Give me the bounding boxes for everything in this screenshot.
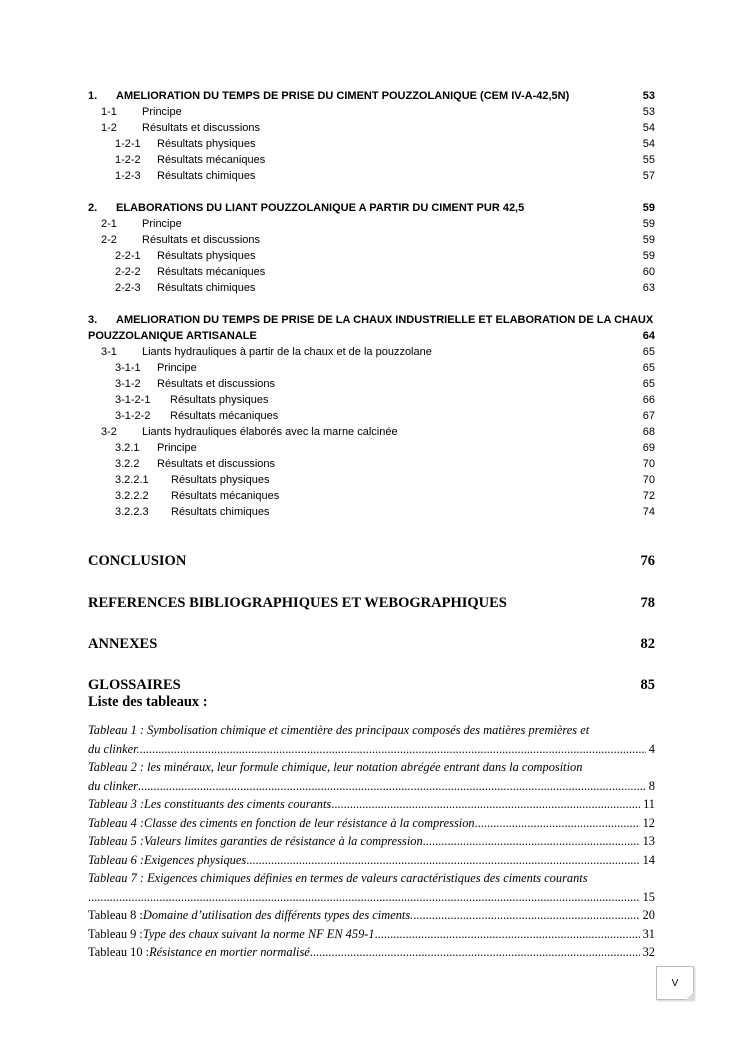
toc-title: Résultats et discussions bbox=[142, 122, 260, 134]
toc-major-title: CONCLUSION bbox=[88, 553, 187, 569]
table-label: Tableau 2 : bbox=[88, 760, 148, 774]
table-entry-6[interactable] bbox=[88, 851, 655, 870]
table-page-number: 32 bbox=[642, 945, 655, 959]
toc-page: 70 bbox=[642, 474, 655, 486]
toc-title: Principe bbox=[142, 106, 182, 118]
table-entry-2-line2[interactable] bbox=[88, 777, 655, 796]
table-entry-1-line2[interactable] bbox=[88, 740, 655, 759]
toc-title: Résultats physiques bbox=[170, 394, 269, 406]
toc-entry[interactable] bbox=[88, 248, 655, 264]
toc-title: Résultats mécaniques bbox=[157, 154, 266, 166]
table-entry-7-line2[interactable] bbox=[88, 888, 655, 907]
toc-page: 59 bbox=[642, 218, 655, 230]
table-entry-3[interactable] bbox=[88, 795, 655, 814]
toc-title-cont: POUZZOLANIQUE ARTISANALE bbox=[88, 330, 257, 342]
tables-list bbox=[88, 721, 655, 962]
toc-num: 3-1 bbox=[101, 346, 117, 358]
table-label: Tableau 10 : bbox=[88, 945, 150, 959]
toc-num: 1. bbox=[88, 90, 98, 102]
toc-num: 1-2-2 bbox=[115, 154, 141, 166]
toc-block bbox=[88, 88, 655, 520]
table-page bbox=[640, 795, 655, 814]
toc-entry[interactable] bbox=[88, 376, 655, 392]
toc-page: 53 bbox=[642, 90, 655, 102]
table-label: Tableau 7 : bbox=[88, 871, 148, 885]
toc-entry[interactable] bbox=[88, 168, 655, 184]
table-page bbox=[640, 814, 656, 833]
table-page bbox=[646, 777, 655, 796]
table-entry-10[interactable] bbox=[88, 943, 655, 962]
table-entry-5[interactable] bbox=[88, 832, 655, 851]
table-caption: les minéraux, leur formule chimique, leur notation abrégée entrant dans la composition bbox=[147, 760, 583, 774]
page-number: V bbox=[671, 977, 679, 989]
toc-num: 3-1-2 bbox=[115, 378, 141, 390]
toc-entry[interactable] bbox=[88, 488, 655, 504]
table-entry-8[interactable] bbox=[88, 906, 655, 925]
table-entry-1-line1[interactable] bbox=[88, 721, 655, 740]
table-caption: Classe des ciments en fonction de leur résistance à la compression bbox=[144, 815, 475, 830]
spacer bbox=[88, 296, 655, 312]
toc-page: 59 bbox=[642, 250, 655, 262]
table-page bbox=[640, 851, 656, 870]
table-page-number: 8 bbox=[648, 778, 655, 793]
toc-page: 68 bbox=[642, 426, 655, 438]
toc-title: Résultats physiques bbox=[157, 250, 256, 262]
toc-num: 2-2-2 bbox=[115, 266, 141, 278]
toc-entry[interactable] bbox=[88, 440, 655, 456]
toc-page: 60 bbox=[642, 266, 655, 278]
toc-entry[interactable] bbox=[88, 280, 655, 296]
toc-page: 70 bbox=[642, 458, 655, 470]
toc-entry[interactable] bbox=[88, 504, 655, 520]
toc-page: 53 bbox=[642, 106, 655, 118]
toc-major-references[interactable] bbox=[88, 595, 655, 612]
toc-num: 1-2 bbox=[101, 122, 117, 134]
toc-page: 57 bbox=[642, 170, 655, 182]
toc-entry[interactable] bbox=[88, 344, 655, 360]
toc-page: 66 bbox=[642, 394, 655, 406]
toc-entry-1[interactable] bbox=[88, 88, 655, 104]
table-caption-cont: du clinker. bbox=[88, 741, 140, 756]
toc-major-conclusion[interactable] bbox=[88, 553, 655, 570]
leader-dots bbox=[140, 740, 646, 759]
leader-dots bbox=[375, 925, 640, 944]
toc-major-glossaires[interactable] bbox=[88, 677, 655, 694]
table-page bbox=[640, 943, 656, 962]
toc-major-title: GLOSSAIRES bbox=[88, 677, 181, 693]
toc-page: 67 bbox=[642, 410, 655, 422]
toc-page: 63 bbox=[642, 282, 655, 294]
toc-title: Résultats mécaniques bbox=[157, 266, 266, 278]
toc-title: Résultats chimiques bbox=[171, 506, 270, 518]
toc-major-page: 85 bbox=[640, 677, 655, 693]
toc-title: ELABORATIONS DU LIANT POUZZOLANIQUE A PARTIR DU CIMENT PUR 42,5 bbox=[116, 202, 525, 214]
toc-num: 3-1-2-1 bbox=[115, 394, 151, 406]
table-label: Tableau 4 : bbox=[88, 815, 144, 830]
toc-title: Résultats chimiques bbox=[157, 282, 256, 294]
table-page bbox=[646, 740, 655, 759]
toc-num: 3. bbox=[88, 314, 98, 326]
toc-page: 72 bbox=[642, 490, 655, 502]
toc-num: 1-2-3 bbox=[115, 170, 141, 182]
toc-title: Résultats physiques bbox=[157, 138, 256, 150]
toc-page: 74 bbox=[642, 506, 655, 518]
toc-entry-3-cont[interactable] bbox=[88, 328, 655, 344]
table-label: Tableau 9 : bbox=[88, 926, 143, 941]
table-caption: Domaine d’utilisation des différents types des ciments. bbox=[142, 908, 414, 922]
table-page-number: 13 bbox=[642, 834, 655, 848]
toc-title: Résultats et discussions bbox=[157, 458, 275, 470]
toc-page: 64 bbox=[642, 330, 655, 342]
leader-dots bbox=[423, 832, 640, 851]
toc-num: 3.2.2 bbox=[115, 458, 140, 470]
leader-dots bbox=[138, 777, 646, 796]
toc-page: 65 bbox=[642, 346, 655, 358]
toc-page: 55 bbox=[642, 154, 655, 166]
table-caption: Exigences physiques bbox=[144, 852, 247, 867]
toc-entry[interactable] bbox=[88, 456, 655, 472]
table-page-number: 31 bbox=[642, 926, 655, 941]
toc-title: Résultats physiques bbox=[171, 474, 270, 486]
tables-list-heading: Liste des tableaux : bbox=[88, 694, 208, 710]
toc-major-title: REFERENCES BIBLIOGRAPHIQUES ET WEBOGRAPHIQUES bbox=[88, 595, 507, 611]
table-caption: Valeurs limites garanties de résistance à la compression bbox=[144, 834, 423, 848]
toc-page: 69 bbox=[642, 442, 655, 454]
toc-title: Résultats mécaniques bbox=[171, 490, 280, 502]
toc-num: 3.2.1 bbox=[115, 442, 140, 454]
table-page-number: 14 bbox=[642, 852, 655, 867]
toc-page: 65 bbox=[642, 362, 655, 374]
table-caption: Symbolisation chimique et cimentière des principaux composés des matières premières et bbox=[147, 723, 590, 737]
toc-page: 54 bbox=[642, 138, 655, 150]
toc-entry[interactable] bbox=[88, 472, 655, 488]
table-label: Tableau 6 : bbox=[88, 852, 144, 867]
table-caption: Les constituants des ciments courants bbox=[144, 797, 332, 811]
page-number-box bbox=[656, 966, 694, 1000]
toc-title: Liants hydrauliques à partir de la chaux et de la pouzzolane bbox=[142, 346, 432, 358]
toc-entry-2[interactable] bbox=[88, 200, 655, 216]
toc-major-page: 78 bbox=[640, 595, 655, 611]
toc-num: 3.2.2.3 bbox=[115, 506, 149, 518]
table-entry-9[interactable] bbox=[88, 925, 655, 944]
toc-num: 3-1-2-2 bbox=[115, 410, 151, 422]
table-label: Tableau 5 : bbox=[88, 834, 144, 848]
toc-entry[interactable] bbox=[88, 104, 655, 120]
table-page-number: 11 bbox=[643, 797, 655, 811]
table-page-number: 12 bbox=[642, 815, 655, 830]
table-entry-4[interactable] bbox=[88, 814, 655, 833]
toc-num: 2-2 bbox=[101, 234, 117, 246]
toc-major-annexes[interactable] bbox=[88, 636, 655, 653]
table-page bbox=[640, 888, 656, 907]
table-page bbox=[640, 906, 656, 925]
table-page-number: 15 bbox=[642, 889, 655, 904]
toc-num: 2-1 bbox=[101, 218, 117, 230]
table-label: Tableau 8 : bbox=[88, 908, 143, 922]
toc-entry[interactable] bbox=[88, 216, 655, 232]
toc-title: Résultats et discussions bbox=[157, 378, 275, 390]
toc-num: 3.2.2.2 bbox=[115, 490, 149, 502]
toc-entry[interactable] bbox=[88, 232, 655, 248]
toc-entry-3[interactable] bbox=[88, 312, 655, 328]
spacer bbox=[88, 184, 655, 200]
toc-title: Résultats chimiques bbox=[157, 170, 256, 182]
toc-page: 59 bbox=[642, 202, 655, 214]
toc-title: AMELIORATION DU TEMPS DE PRISE DU CIMENT POUZZOLANIQUE (CEM IV-A-42,5N) bbox=[116, 90, 570, 102]
toc-major-page: 82 bbox=[640, 636, 655, 652]
toc-entry[interactable] bbox=[88, 264, 655, 280]
toc-num: 3-1-1 bbox=[115, 362, 141, 374]
toc-entry[interactable] bbox=[88, 424, 655, 440]
toc-entry[interactable] bbox=[88, 136, 655, 152]
toc-num: 3.2.2.1 bbox=[115, 474, 149, 486]
leader-dots bbox=[331, 795, 640, 814]
table-page-number: 20 bbox=[642, 908, 655, 922]
toc-entry[interactable] bbox=[88, 408, 655, 424]
table-caption: Type des chaux suivant la norme NF EN 459-1 bbox=[142, 926, 375, 941]
toc-num: 2-2-3 bbox=[115, 282, 141, 294]
toc-title: Résultats mécaniques bbox=[170, 410, 279, 422]
leader-dots bbox=[246, 851, 639, 870]
toc-entry[interactable] bbox=[88, 152, 655, 168]
toc-title: AMELIORATION DU TEMPS DE PRISE DE LA CHAUX INDUSTRIELLE ET ELABORATION DE LA CHAUX bbox=[116, 314, 654, 326]
toc-page: 54 bbox=[642, 122, 655, 134]
toc-title: Résultats et discussions bbox=[142, 234, 260, 246]
table-label: Tableau 1 : bbox=[88, 723, 148, 737]
toc-title: Liants hydrauliques élaborés avec la marne calcinée bbox=[142, 426, 398, 438]
leader-dots bbox=[88, 888, 640, 907]
table-page bbox=[640, 925, 656, 944]
toc-entry[interactable] bbox=[88, 392, 655, 408]
table-page bbox=[640, 832, 656, 851]
toc-num: 2. bbox=[88, 202, 98, 214]
table-label: Tableau 3 : bbox=[88, 797, 144, 811]
toc-page: 65 bbox=[642, 378, 655, 390]
table-caption-cont: du clinker bbox=[88, 778, 138, 793]
toc-num: 1-2-1 bbox=[115, 138, 141, 150]
toc-title: Principe bbox=[157, 362, 197, 374]
table-entry-7-line1[interactable] bbox=[88, 869, 655, 888]
toc-major-title: ANNEXES bbox=[88, 636, 158, 652]
toc-major-page: 76 bbox=[640, 553, 655, 569]
table-page-number: 4 bbox=[648, 741, 655, 756]
table-caption: Exigences chimiques définies en termes de valeurs caractéristiques des ciments courants bbox=[147, 871, 588, 885]
toc-entry[interactable] bbox=[88, 360, 655, 376]
leader-dots bbox=[310, 943, 640, 962]
leader-dots bbox=[413, 906, 639, 925]
leader-dots bbox=[475, 814, 640, 833]
toc-num: 3-2 bbox=[101, 426, 117, 438]
toc-num: 1-1 bbox=[101, 106, 117, 118]
table-entry-2-line1[interactable] bbox=[88, 758, 655, 777]
toc-page: 59 bbox=[642, 234, 655, 246]
toc-title: Principe bbox=[157, 442, 197, 454]
toc-title: Principe bbox=[142, 218, 182, 230]
toc-entry[interactable] bbox=[88, 120, 655, 136]
toc-num: 2-2-1 bbox=[115, 250, 141, 262]
table-caption: Résistance en mortier normalisé bbox=[149, 945, 310, 959]
